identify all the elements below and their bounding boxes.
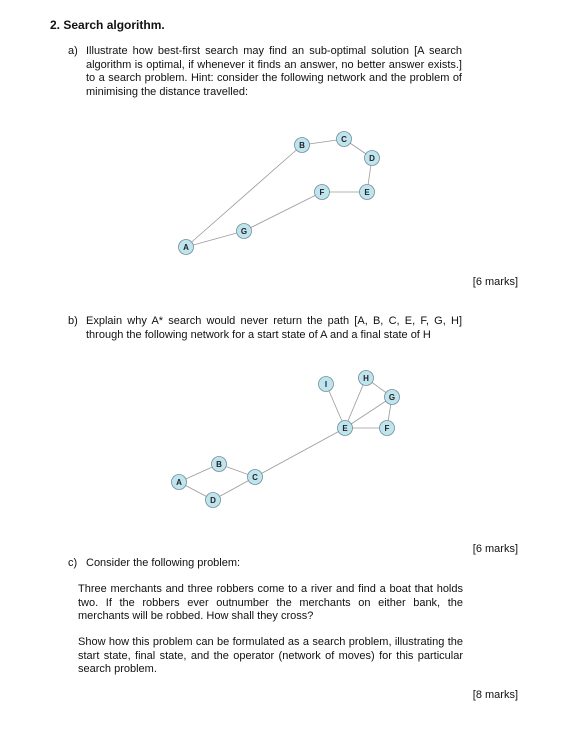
graph-b-node-label: G	[388, 393, 396, 402]
section-title: 2. Search algorithm.	[50, 18, 165, 32]
graph-b-node-label: B	[216, 460, 222, 469]
marks-a: [6 marks]	[472, 276, 518, 288]
graph-b-node-a	[172, 475, 187, 490]
problem-paragraph: Three merchants and three robbers come to a river and find a boat that holds two. If the robbers ever outnumber the merchants on either bank, the merchants will be robbed. How shall they cross?	[78, 583, 463, 623]
graph-b-edge-c-e	[255, 428, 345, 477]
graph-a-node-label: D	[369, 154, 375, 163]
marks-b: [6 marks]	[472, 543, 518, 555]
marks-c: [8 marks]	[472, 689, 518, 701]
graph-b-node-h	[359, 371, 374, 386]
graph-a-node-b	[295, 138, 310, 153]
graph-b-node-c	[248, 470, 263, 485]
graph-b-node-i	[319, 377, 334, 392]
question-a-text: Illustrate how best-first search may find an sub-optimal solution [A search algorithm is optimal, if whenever it finds an answer, no better answer exists.] to a search problem. Hint: consider the following network and the problem of minimising the distance travelled:	[86, 45, 462, 98]
graph-a-node-c	[337, 132, 352, 147]
question-c-text: Consider the following problem:	[86, 557, 241, 569]
question-c-label: c)	[68, 557, 78, 569]
graph-a-node-label: F	[319, 188, 325, 197]
graph-a-node-g	[237, 224, 252, 239]
graph-a-node-label: G	[240, 227, 248, 236]
graph-a-node-d	[365, 151, 380, 166]
graph-b-node-b	[212, 457, 227, 472]
graph-b-node-label: C	[252, 473, 258, 482]
graph-b-node-label: A	[176, 478, 182, 487]
graph-a-node-label: A	[183, 243, 189, 252]
question-b-text: Explain why A* search would never return the path [A, B, C, E, F, G, H] through the following network for a start state of A and a final state of H	[86, 315, 462, 341]
graph-a-node-e	[360, 185, 375, 200]
task-paragraph: Show how this problem can be formulated as a search problem, illustrating the start state, final state, and the operator (network of moves) for this particular search problem.	[78, 636, 463, 676]
graph-b-node-label: F	[384, 424, 390, 433]
graph-b-node-e	[338, 421, 353, 436]
graph-b-node-label: I	[324, 380, 328, 389]
graph-a-node-label: B	[299, 141, 305, 150]
graph-b-node-label: D	[210, 496, 216, 505]
question-c	[68, 557, 462, 571]
graph-b-node-g	[385, 390, 400, 405]
graph-a-edge-g-f	[244, 192, 322, 231]
graph-a-node-f	[315, 185, 330, 200]
graph-b-node-label: H	[363, 374, 369, 383]
graph-a-node-label: E	[364, 188, 370, 197]
graph-b-node-label: E	[342, 424, 348, 433]
graph-b-node-f	[380, 421, 395, 436]
question-a-label: a)	[68, 45, 78, 57]
graph-a	[179, 132, 380, 255]
question-b	[68, 315, 462, 342]
graph-b-node-d	[206, 493, 221, 508]
question-b-label: b)	[68, 315, 78, 327]
graph-a-node-label: C	[341, 135, 347, 144]
graph-b-edge-h-e	[345, 378, 366, 428]
graph-b	[172, 371, 400, 508]
graph-a-node-a	[179, 240, 194, 255]
